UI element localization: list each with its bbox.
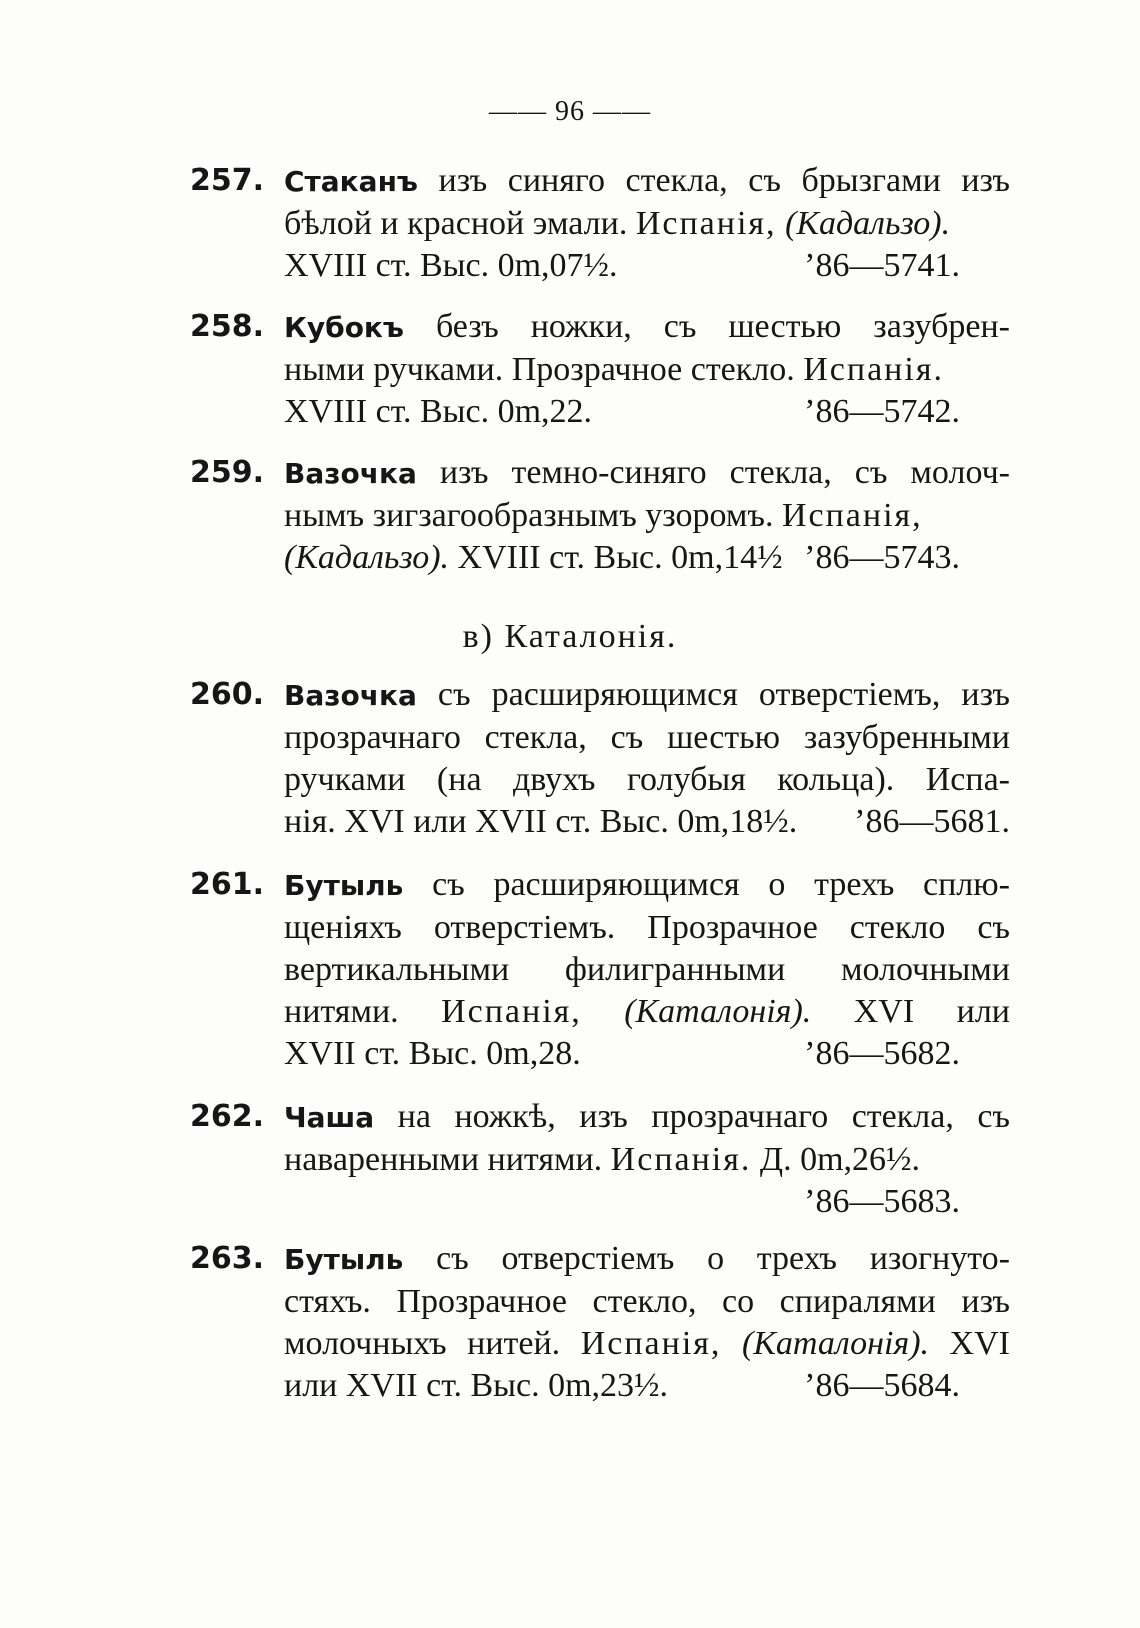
place: (Каталонія). [581, 993, 812, 1030]
entry-body: Стаканъ изъ синяго стекла, съ брызгами изъ бѣлой и красной эмали. Испанія, (Кадальзо). XVIII ст. Выс. 0m,07½. ’86—5741. [284, 160, 1010, 287]
height-measure: нія. XVI или XVII ст. Выс. 0m,18½. [284, 803, 798, 840]
entry-number: 263. [190, 1241, 265, 1276]
entry-body: Вазочка изъ темно-синяго стекла, съ молоч- нымъ зигзагообразнымъ узоромъ. Испанія, (Кадальзо). XVIII ст. Выс. 0m,14½ ’86—5743. [284, 452, 1010, 579]
entry-number: 257. [190, 163, 265, 198]
height-measure: или XVII ст. Выс. 0m,23½. [284, 1367, 669, 1404]
catalog-entry-257 [190, 160, 1010, 286]
country: Испанія, [580, 1325, 722, 1362]
inventory-number: ’86—5683. [804, 1183, 960, 1220]
section-heading: в) Каталонія. [462, 618, 678, 655]
catalog-entry-260 [190, 674, 1010, 842]
entry-body: Вазочка съ расширяющимся отверстіемъ, изъ прозрачнаго стекла, съ шестью зазубренными ручками (на двухъ голубыя кольца). Испа- нія. XVI или XVII ст. Выс. 0m,18½. ’86—5681. [284, 674, 1010, 843]
entry-body: Кубокъ безъ ножки, съ шестью зазубрен- ными ручками. Прозрачное стекло. Испанія. XVIII ст. Выс. 0m,22. ’86—5742. [284, 306, 1010, 433]
place: (Кадальзо). [776, 205, 951, 242]
entry-number: 259. [190, 455, 265, 490]
catalog-entry-263 [190, 1238, 1010, 1406]
country: Испанія. [610, 1141, 752, 1178]
country: Испанія. [803, 351, 944, 388]
entry-title: Стаканъ [284, 165, 418, 198]
catalog-entry-261 [190, 864, 1010, 1074]
height-measure: XVIII ст. Выс. 0m,22. [284, 393, 593, 430]
inventory-number: ’86—5743. [804, 539, 960, 576]
country: Испанія, [441, 993, 582, 1030]
entry-number: 261. [190, 867, 265, 902]
inventory-number: ’86—5684. [804, 1367, 960, 1404]
entry-title: Бутыль [284, 869, 404, 902]
place: (Каталонія). [721, 1325, 930, 1362]
entry-title: Вазочка [284, 457, 417, 490]
entry-title: Кубокъ [284, 311, 404, 344]
entry-number: 262. [190, 1099, 265, 1134]
entry-title: Вазочка [284, 679, 417, 712]
entry-body: Чаша на ножкѣ, изъ прозрачнаго стекла, съ наваренными нитями. Испанія. Д. 0m,26½. ’86—5683. [284, 1096, 1010, 1223]
diameter-measure: Д. 0m,26½. [751, 1141, 921, 1178]
page-number: —— 96 —— [489, 96, 651, 127]
country: Испанія, [635, 205, 777, 242]
entry-title: Чаша [284, 1101, 375, 1134]
catalog-entry-262 [190, 1096, 1010, 1222]
inventory-number: ’86—5682. [804, 1035, 960, 1072]
entry-title: Бутыль [284, 1243, 404, 1276]
height-measure: XVII ст. Выс. 0m,28. [284, 1035, 581, 1072]
inventory-number: ’86—5741. [804, 247, 960, 284]
catalog-entry-259 [190, 452, 1010, 578]
entry-body: Бутыль съ отверстіемъ о трехъ изогнуто- стяхъ. Прозрачное стекло, со спиралями изъ молочныхъ нитей. Испанія, (Каталонія). XVI или XVII ст. Выс. 0m,23½. ’86—5684. [284, 1238, 1010, 1407]
height-measure: XVIII ст. Выс. 0m,14½ [449, 539, 783, 576]
entry-number: 258. [190, 309, 265, 344]
place: (Кадальзо). [284, 539, 450, 576]
entry-number: 260. [190, 677, 265, 712]
catalog-entry-258 [190, 306, 1010, 432]
country: Испанія, [781, 497, 923, 534]
inventory-number: ’86—5742. [804, 393, 960, 430]
entry-body: Бутыль съ расширяющимся о трехъ сплю- щеніяхъ отверстіемъ. Прозрачное стекло съ вертикальными филигранными молочными нитями. Испанія, (Каталонія). XVI или XVII ст. Выс. 0m,28. ’86—5682. [284, 864, 1010, 1075]
height-measure: XVIII ст. Выс. 0m,07½. [284, 247, 618, 284]
inventory-number: ’86—5681. [854, 803, 1010, 840]
